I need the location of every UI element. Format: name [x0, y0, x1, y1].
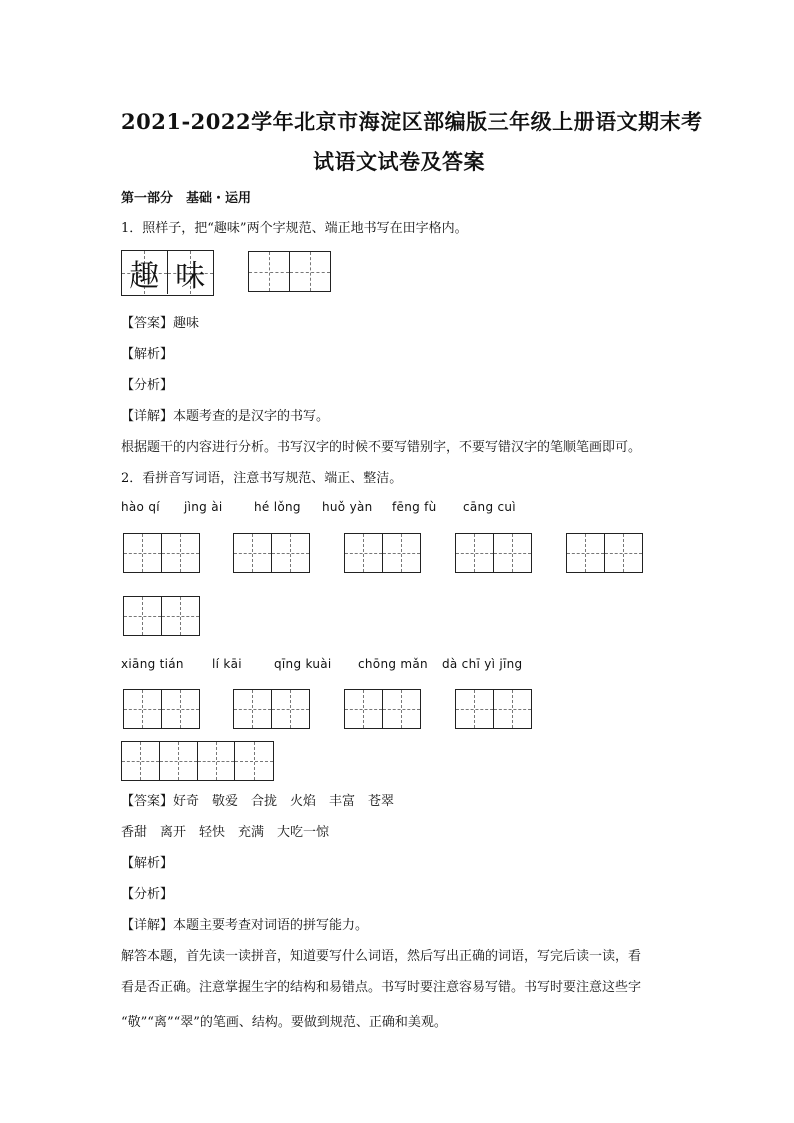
pinyin-label: xiāng tián — [121, 657, 184, 671]
writing-cell[interactable] — [272, 690, 310, 728]
q2-analysis-tag: 【解析】 — [121, 856, 174, 871]
pinyin-label: cāng cuì — [463, 500, 516, 514]
pinyin-label: chōng mǎn — [358, 657, 428, 671]
q1-detail — [121, 405, 329, 424]
word-grid[interactable] — [123, 596, 200, 636]
writing-cell[interactable] — [198, 742, 236, 780]
q1-answer — [121, 312, 199, 331]
detail-tag: 【详解】 — [121, 409, 174, 424]
example-char: 味 — [175, 258, 206, 294]
writing-cell[interactable] — [162, 534, 200, 572]
writing-cell[interactable] — [383, 690, 421, 728]
section-heading: 第一部分 基础・运用 — [121, 191, 252, 206]
writing-cell[interactable] — [124, 534, 162, 572]
q1-question: 1．照样子，把“趣味”两个字规范、端正地书写在田字格内。 — [121, 221, 468, 236]
writing-cell[interactable] — [383, 534, 421, 572]
q1-explain: 根据题干的内容进行分析。书写汉字的时候不要写错别字，不要写错汉字的笔顺笔画即可。 — [121, 440, 642, 455]
writing-cell[interactable] — [567, 534, 605, 572]
writing-cell[interactable] — [456, 690, 494, 728]
pinyin-label: hào qí — [121, 500, 160, 514]
word-grid[interactable] — [344, 689, 421, 729]
detail-text: 本题考查的是汉字的书写。 — [173, 409, 330, 424]
word-grid[interactable] — [566, 533, 643, 573]
pinyin-label: jìng ài — [184, 500, 223, 514]
pinyin-label: hé lǒng — [254, 500, 301, 514]
q2-explain-line2: 看是否正确。注意掌握生字的结构和易错点。书写时要注意容易写错。书写时要注意这些字 — [121, 980, 642, 995]
q1-answer-grid[interactable] — [248, 251, 331, 292]
writing-cell[interactable] — [235, 742, 273, 780]
word-grid[interactable] — [455, 533, 532, 573]
word-grid[interactable] — [344, 533, 421, 573]
pinyin-label: huǒ yàn — [322, 500, 373, 514]
q2-question: 2．看拼音写词语，注意书写规范、端正、整洁。 — [121, 471, 403, 486]
writing-cell[interactable] — [162, 597, 200, 635]
answer-tag: 【答案】 — [121, 794, 174, 809]
writing-cell[interactable] — [249, 252, 290, 291]
page-title-line1: 2021-2022学年北京市海淀区部编版三年级上册语文期末考 — [121, 109, 703, 134]
writing-cell[interactable] — [234, 690, 272, 728]
word-grid[interactable] — [233, 533, 310, 573]
q2-fenxi-tag: 【分析】 — [121, 887, 174, 902]
detail-tag: 【详解】 — [121, 918, 174, 933]
writing-cell[interactable] — [605, 534, 643, 572]
word-grid-four[interactable] — [121, 741, 274, 781]
writing-cell[interactable] — [494, 534, 532, 572]
writing-cell[interactable] — [124, 597, 162, 635]
detail-text: 本题主要考查对词语的拼写能力。 — [173, 918, 369, 933]
pinyin-label: lí kāi — [212, 657, 242, 671]
answer-tag: 【答案】 — [121, 316, 174, 331]
pinyin-label: dà chī yì jīng — [442, 657, 523, 671]
q2-detail — [121, 914, 368, 933]
writing-cell[interactable] — [124, 690, 162, 728]
example-cell — [168, 251, 214, 294]
answer-text: 好奇 敬爱 合拢 火焰 丰富 苍翠 — [173, 794, 395, 809]
word-grid[interactable] — [123, 533, 200, 573]
word-grid[interactable] — [455, 689, 532, 729]
pinyin-label: fēng fù — [392, 500, 437, 514]
q2-explain-line1: 解答本题，首先读一读拼音，知道要写什么词语，然后写出正确的词语，写完后读一读，看 — [121, 949, 642, 964]
writing-cell[interactable] — [494, 690, 532, 728]
writing-cell[interactable] — [162, 690, 200, 728]
example-cell — [122, 251, 168, 294]
pinyin-label: qīng kuài — [274, 657, 332, 671]
word-grid[interactable] — [233, 689, 310, 729]
writing-cell[interactable] — [290, 252, 331, 291]
writing-cell[interactable] — [345, 690, 383, 728]
q1-fenxi-tag: 【分析】 — [121, 378, 174, 393]
writing-cell[interactable] — [456, 534, 494, 572]
writing-cell[interactable] — [272, 534, 310, 572]
example-char: 趣 — [129, 258, 160, 294]
writing-cell[interactable] — [345, 534, 383, 572]
writing-cell[interactable] — [160, 742, 198, 780]
writing-cell[interactable] — [122, 742, 160, 780]
page-title-line2: 试语文试卷及答案 — [313, 149, 485, 174]
word-grid[interactable] — [123, 689, 200, 729]
q1-analysis-tag: 【解析】 — [121, 347, 174, 362]
writing-cell[interactable] — [234, 534, 272, 572]
q1-example-grid — [121, 250, 214, 296]
answer-text: 趣味 — [173, 316, 200, 331]
q2-answer-line2: 香甜 离开 轻快 充满 大吃一惊 — [121, 825, 330, 840]
q2-answer — [121, 790, 394, 809]
q2-explain-line3: “敬”“离”“翠”的笔画、结构。要做到规范、正确和美观。 — [121, 1015, 447, 1030]
